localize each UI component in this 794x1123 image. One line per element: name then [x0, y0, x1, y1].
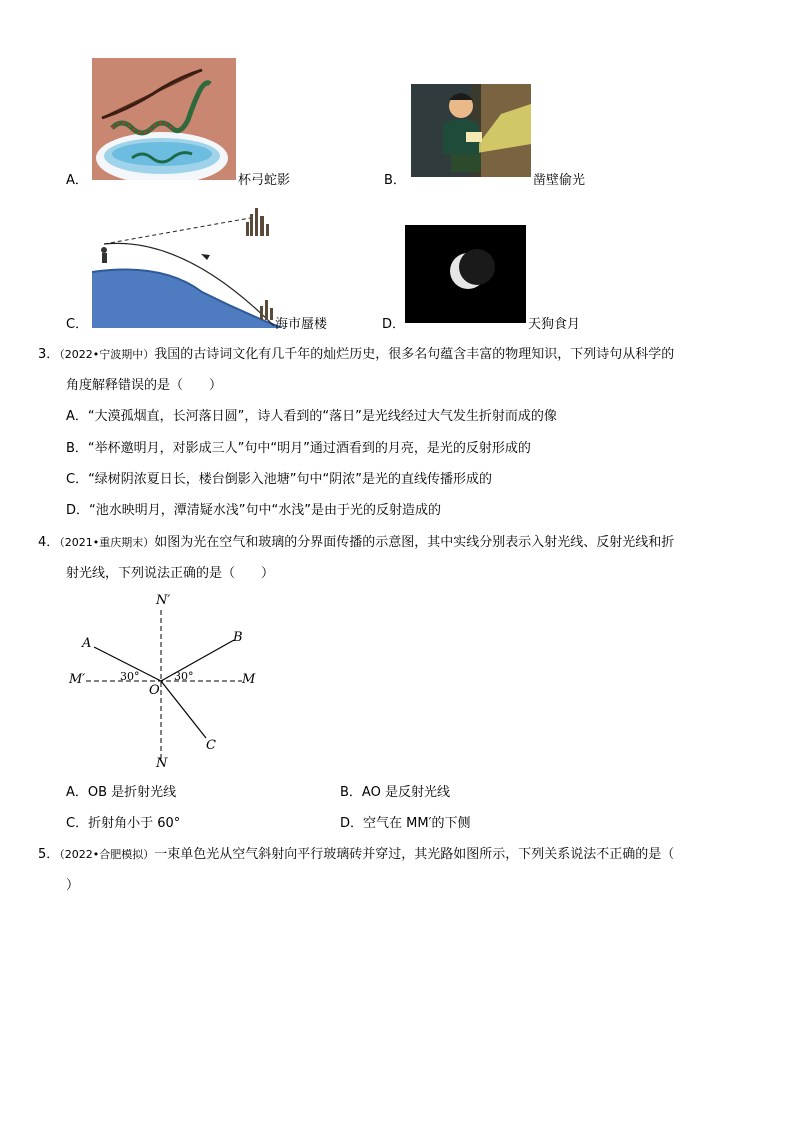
- q5-stem-line2: ）: [66, 878, 80, 893]
- q3-stem-text-1: 我国的古诗词文化有几千年的灿烂历史，很多名句蕴含丰富的物理知识，下列诗句从科学的: [154, 347, 675, 362]
- bow-snake-image: [92, 58, 236, 180]
- boy-reading-image: [411, 84, 531, 177]
- q5-number: 5．: [38, 847, 60, 862]
- q5-stem-line1: [38, 846, 674, 864]
- label-m-prime: M′: [69, 672, 86, 687]
- lunar-eclipse-image: [405, 225, 526, 323]
- q3-stem-line1: [38, 346, 674, 364]
- label-m: M: [242, 672, 256, 687]
- q4-stem-line1: [38, 534, 674, 552]
- q3-tag: （2022•宁波期中）: [59, 348, 155, 361]
- option-b-letter: B．: [384, 173, 406, 188]
- label-n: N: [156, 756, 168, 771]
- option-c-caption: 海市蜃楼: [275, 317, 328, 332]
- q4-tag: （2021•重庆期末）: [59, 536, 155, 549]
- option-d-caption: 天狗食月: [528, 317, 581, 332]
- q4-option-c: C．折射角小于 60°: [66, 816, 181, 831]
- q3-option-b: B．“举杯邀明月，对影成三人”句中“明月”通过酒看到的月亮，是光的反射形成的: [66, 441, 531, 456]
- mirage-diagram: [92, 200, 282, 328]
- q3-number: 3．: [38, 347, 60, 362]
- option-d-letter: D．: [382, 317, 406, 332]
- option-c-letter: C．: [66, 317, 89, 332]
- q4-stem-line2: 射光线，下列说法正确的是（ ）: [66, 566, 275, 581]
- label-a: A: [82, 636, 92, 651]
- q4-option-a: A．OB 是折射光线: [66, 785, 177, 800]
- option-b-caption: 凿壁偷光: [533, 173, 586, 188]
- option-a-caption: 杯弓蛇影: [238, 173, 291, 188]
- q3-option-a: A．“大漠孤烟直，长河落日圆”，诗人看到的“落日”是光线经过大气发生折射而成的像: [66, 409, 557, 424]
- q3-stem-line2: 角度解释错误的是（ ）: [66, 378, 223, 393]
- q4-option-d: D．空气在 MM′的下侧: [340, 816, 471, 831]
- label-c: C: [206, 738, 216, 753]
- q4-number: 4．: [38, 535, 60, 550]
- angle-left-label: 30°: [120, 670, 140, 683]
- q4-stem-text-1: 如图为光在空气和玻璃的分界面传播的示意图，其中实线分别表示入射光线、反射光线和折: [154, 535, 675, 550]
- q3-option-d: D．“池水映明月，潭清疑水浅”句中“水浅”是由于光的反射造成的: [66, 503, 441, 518]
- q5-stem-text-1: 一束单色光从空气斜射向平行玻璃砖并穿过，其光路如图所示，下列关系说法不正确的是（: [154, 847, 675, 862]
- option-a-letter: A．: [66, 173, 88, 188]
- angle-right-label: 30°: [174, 670, 194, 683]
- q3-option-c: C．“绿树阴浓夏日长，楼台倒影入池塘”句中“阴浓”是光的直线传播形成的: [66, 472, 493, 487]
- label-b: B: [233, 630, 243, 645]
- label-n-prime: N′: [156, 593, 171, 608]
- label-o: O: [149, 683, 160, 698]
- light-path-diagram: [60, 590, 270, 775]
- q4-option-b: B．AO 是反射光线: [340, 785, 450, 800]
- q5-tag: （2022•合肥模拟）: [59, 848, 155, 861]
